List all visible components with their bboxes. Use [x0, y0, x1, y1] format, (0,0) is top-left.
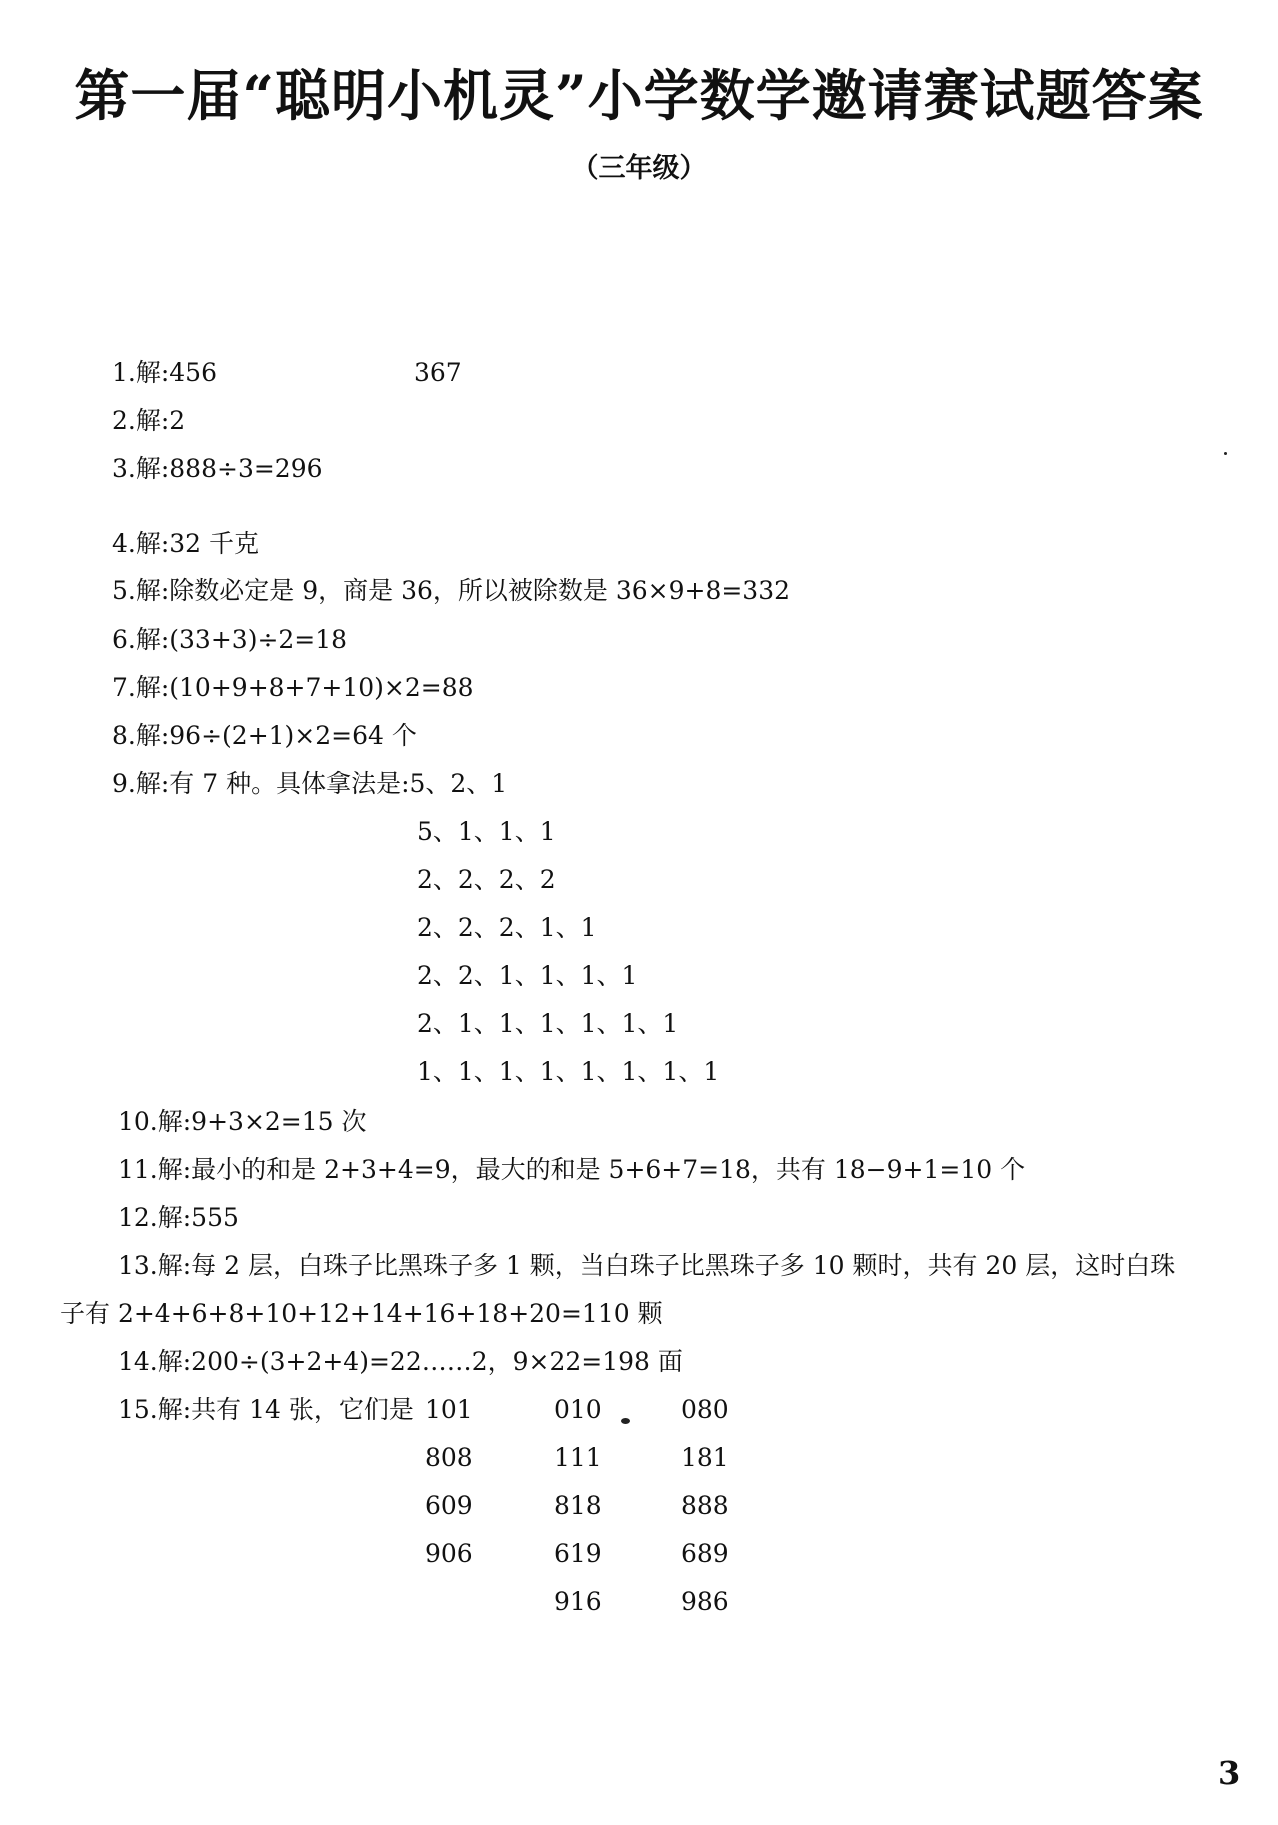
answer-4: 4.解:32 千克: [112, 529, 260, 558]
answer-15-number: 111: [554, 1443, 602, 1472]
page-title: 第一届“聪明小机灵”小学数学邀请赛试题答案: [74, 63, 1204, 128]
answer-12: 12.解:555: [118, 1203, 239, 1232]
answer-15-number: 080: [681, 1395, 729, 1424]
answer-8: 8.解:96÷(2+1)×2=64 个: [112, 721, 417, 750]
answer-1-extra: 367: [414, 358, 462, 387]
answer-11: 11.解:最小的和是 2+3+4=9，最大的和是 5+6+7=18，共有 18−9+1=10 个: [118, 1155, 1026, 1184]
answer-15-number: 986: [681, 1587, 729, 1616]
answer-15-number: 818: [554, 1491, 602, 1520]
answer-15-number: 181: [681, 1443, 729, 1472]
scan-speck: [621, 1418, 630, 1424]
answer-15-number: 916: [554, 1587, 602, 1616]
answer-9-row: 5、1、1、1: [417, 817, 556, 846]
answer-9-row: 2、2、1、1、1、1: [417, 961, 638, 990]
answer-15-number: 101: [425, 1395, 473, 1424]
answer-10: 10.解:9+3×2=15 次: [118, 1107, 367, 1136]
answer-15-number: 619: [554, 1539, 602, 1568]
answer-5: 5.解:除数必定是 9，商是 36，所以被除数是 36×9+8=332: [112, 576, 791, 605]
answer-2: 2.解:2: [112, 406, 186, 435]
answer-13-line1: 13.解:每 2 层，白珠子比黑珠子多 1 颗，当白珠子比黑珠子多 10 颗时，共有 20 层，这时白珠: [118, 1251, 1176, 1280]
answer-15: 15.解:共有 14 张，它们是: [118, 1395, 414, 1424]
answer-15-number: 010: [554, 1395, 602, 1424]
answer-15-number: 689: [681, 1539, 729, 1568]
answer-13-line2: 子有 2+4+6+8+10+12+14+16+18+20=110 颗: [60, 1299, 663, 1328]
answer-9-row: 2、2、2、1、1: [417, 913, 597, 942]
answer-9: 9.解:有 7 种。具体拿法是:5、2、1: [112, 769, 508, 798]
scan-speck: [1224, 452, 1227, 455]
answer-15-number: 906: [425, 1539, 473, 1568]
answer-15-number: 888: [681, 1491, 729, 1520]
answer-9-row: 1、1、1、1、1、1、1、1: [417, 1057, 720, 1086]
answer-14: 14.解:200÷(3+2+4)=22……2，9×22=198 面: [118, 1347, 683, 1376]
answer-9-row: 2、1、1、1、1、1、1: [417, 1009, 679, 1038]
answer-1: [112, 358, 462, 388]
answer-15-number: 609: [425, 1491, 473, 1520]
answer-9-row: 2、2、2、2: [417, 865, 556, 894]
answer-6: 6.解:(33+3)÷2=18: [112, 625, 348, 654]
grade-subtitle: （三年级）: [571, 153, 707, 184]
page-number: 3: [1218, 1754, 1241, 1792]
answer-7: 7.解:(10+9+8+7+10)×2=88: [112, 673, 474, 702]
answer-1-label: 1.解:456: [112, 358, 217, 387]
answer-3: 3.解:888÷3=296: [112, 454, 323, 483]
answer-15-number: 808: [425, 1443, 473, 1472]
